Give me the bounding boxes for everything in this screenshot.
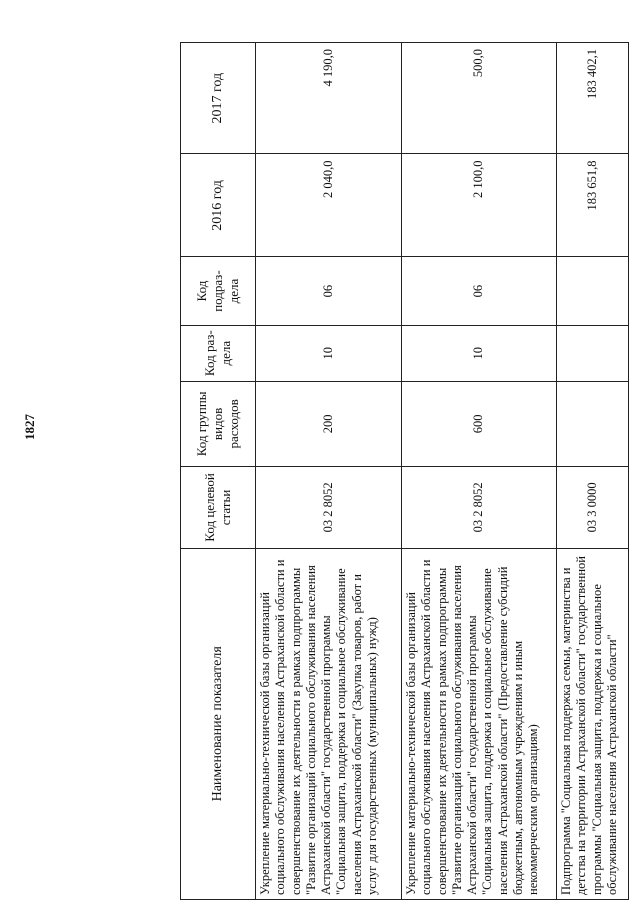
- row-group-code: 600: [402, 381, 557, 467]
- table-row: [557, 43, 629, 900]
- row-section-code: 10: [256, 325, 402, 381]
- header-subsection-code: Код подраз- дела: [181, 257, 256, 326]
- header-name: Наименование показателя: [181, 548, 256, 899]
- row-group-code: [557, 381, 629, 467]
- row-target-code: 03 2 8052: [402, 467, 557, 548]
- header-2017: 2017 год: [181, 43, 256, 154]
- rotated-table-container: [180, 42, 619, 900]
- page-number: 1827: [22, 414, 37, 440]
- row-name: Укрепление материально-технической базы организаций социального обслуживания населения Астраханской области и совершенствование их деятельности в рамках подпрограммы "Развитие организаций социального обслуживания населения Астраханской области" государственной программы "Социальная защита, поддержка и социальное обслуживание населения Астраханской области" (Предоставление субсидий бюджетным, автономным учреждениям и иным некоммерческим организациям): [402, 548, 557, 899]
- header-group-code: Код группы видов расходов: [181, 381, 256, 467]
- row-name: Укрепление материально-технической базы организаций социального обслуживания населения Астраханской области и совершенствование их деятельности в рамках подпрограммы "Развитие организаций социального обслуживания населения Астраханской области" государственной программы "Социальная защита, поддержка и социальное обслуживание населения Астраханской области" (Закупка товаров, работ и услуг для государственных (муниципальных) нужд): [256, 548, 402, 899]
- row-target-code: 03 3 0000: [557, 467, 629, 548]
- header-target-code: Код целевой статьи: [181, 467, 256, 548]
- row-target-code: 03 2 8052: [256, 467, 402, 548]
- row-value-2016: 183 651,8: [557, 154, 629, 257]
- row-subsection-code: 06: [256, 257, 402, 326]
- row-section-code: [557, 325, 629, 381]
- row-group-code: 200: [256, 381, 402, 467]
- row-name: Подпрограмма "Социальная поддержка семьи, материнства и детства на территории Астраханской области" государственной программы "Социальная защита, поддержка и социальное обслуживание населения Астраханской области": [557, 548, 629, 899]
- row-value-2017: 183 402,1: [557, 43, 629, 154]
- row-value-2017: 500,0: [402, 43, 557, 154]
- row-subsection-code: [557, 257, 629, 326]
- header-section-code: Код раз- дела: [181, 325, 256, 381]
- row-value-2017: 4 190,0: [256, 43, 402, 154]
- budget-table: [180, 42, 629, 900]
- table-header-row: [181, 43, 256, 900]
- row-value-2016: 2 040,0: [256, 154, 402, 257]
- table-row: [256, 43, 402, 900]
- table-row: [402, 43, 557, 900]
- row-section-code: 10: [402, 325, 557, 381]
- header-2016: 2016 год: [181, 154, 256, 257]
- row-value-2016: 2 100,0: [402, 154, 557, 257]
- row-subsection-code: 06: [402, 257, 557, 326]
